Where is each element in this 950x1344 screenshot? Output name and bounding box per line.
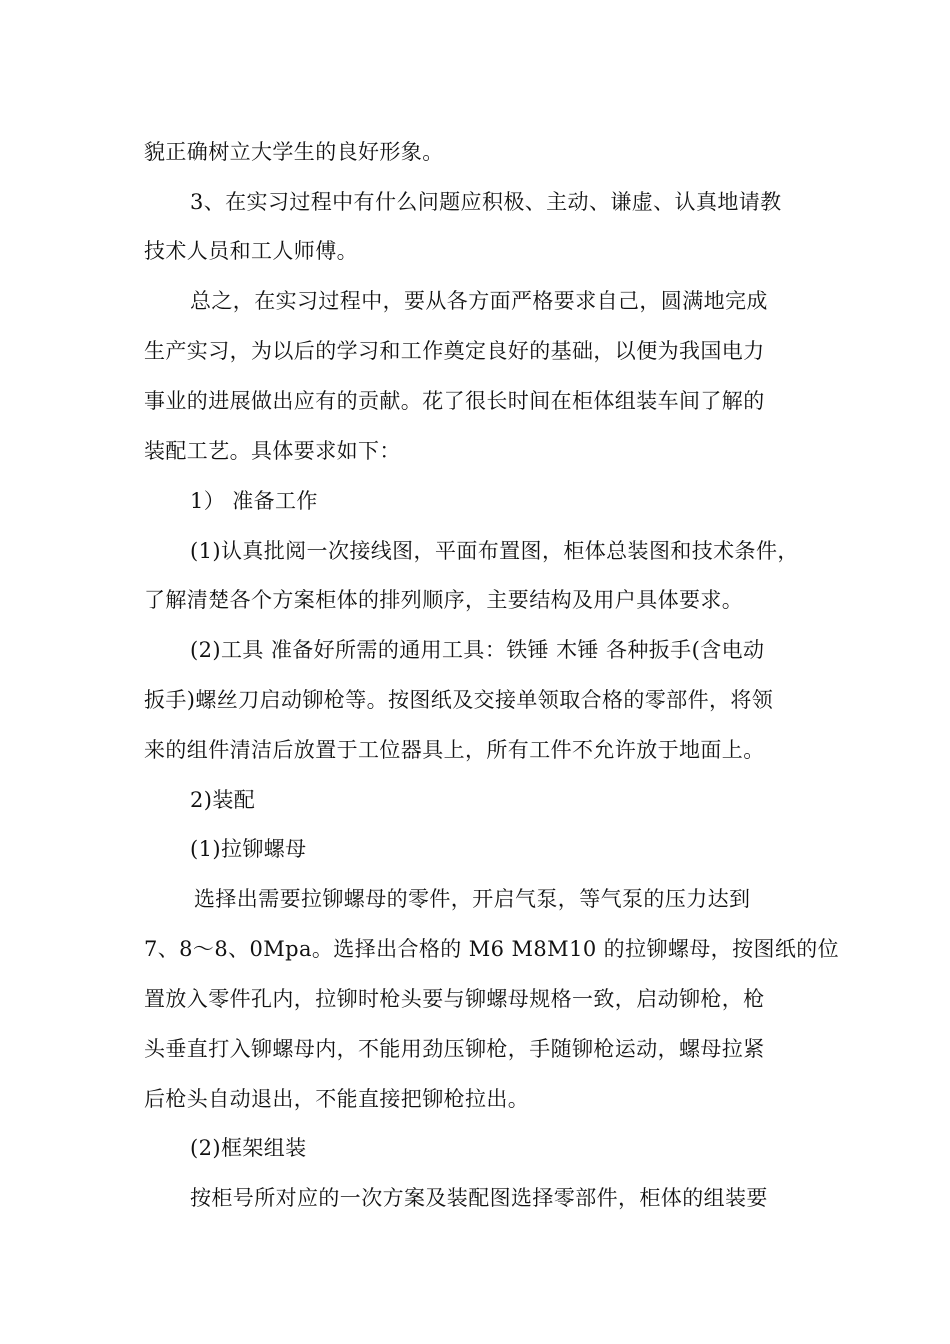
- text-line: 按柜号所对应的一次方案及装配图选择零部件，柜体的组装要: [190, 1186, 768, 1210]
- text-line: 了解清楚各个方案柜体的排列顺序，主要结构及用户具体要求。: [144, 588, 744, 612]
- text-line: 头垂直打入铆螺母内，不能用劲压铆枪，手随铆枪运动，螺母拉紧: [144, 1037, 765, 1061]
- text-line: 扳手)螺丝刀启动铆枪等。按图纸及交接单领取合格的零部件，将领: [144, 688, 774, 712]
- text-line: 总之，在实习过程中，要从各方面严格要求自己，圆满地完成: [190, 289, 768, 313]
- text-line: 7、8～8、0Mpa。选择出合格的 M6 M8M10 的拉铆螺母，按图纸的位: [144, 937, 840, 961]
- text-line: (2)工具 准备好所需的通用工具：铁锤 木锤 各种扳手(含电动: [190, 638, 765, 662]
- text-line: 3、在实习过程中有什么问题应积极、主动、谦虚、认真地请教: [190, 190, 782, 214]
- text-line: 置放入零件孔内，拉铆时枪头要与铆螺母规格一致，启动铆枪，枪: [144, 987, 765, 1011]
- text-line: 来的组件清洁后放置于工位器具上，所有工件不允许放于地面上。: [144, 738, 765, 762]
- text-line: 生产实习，为以后的学习和工作奠定良好的基础，以便为我国电力: [144, 339, 765, 363]
- subsection-heading: (2)框架组装: [190, 1136, 307, 1160]
- section-heading: 1） 准备工作: [190, 489, 318, 513]
- text-line: 装配工艺。具体要求如下：: [144, 439, 401, 463]
- text-line: 技术人员和工人师傅。: [144, 239, 358, 263]
- subsection-heading: (1)拉铆螺母: [190, 837, 307, 861]
- text-line: 貌正确树立大学生的良好形象。: [144, 140, 444, 164]
- section-heading: 2)装配: [190, 788, 256, 812]
- text-line: (1)认真批阅一次接线图，平面布置图，柜体总装图和技术条件，: [190, 539, 799, 563]
- text-line: 后枪头自动退出，不能直接把铆枪拉出。: [144, 1087, 530, 1111]
- text-line: 选择出需要拉铆螺母的零件，开启气泵，等气泵的压力达到: [194, 887, 751, 911]
- text-line: 事业的进展做出应有的贡献。花了很长时间在柜体组装车间了解的: [144, 389, 765, 413]
